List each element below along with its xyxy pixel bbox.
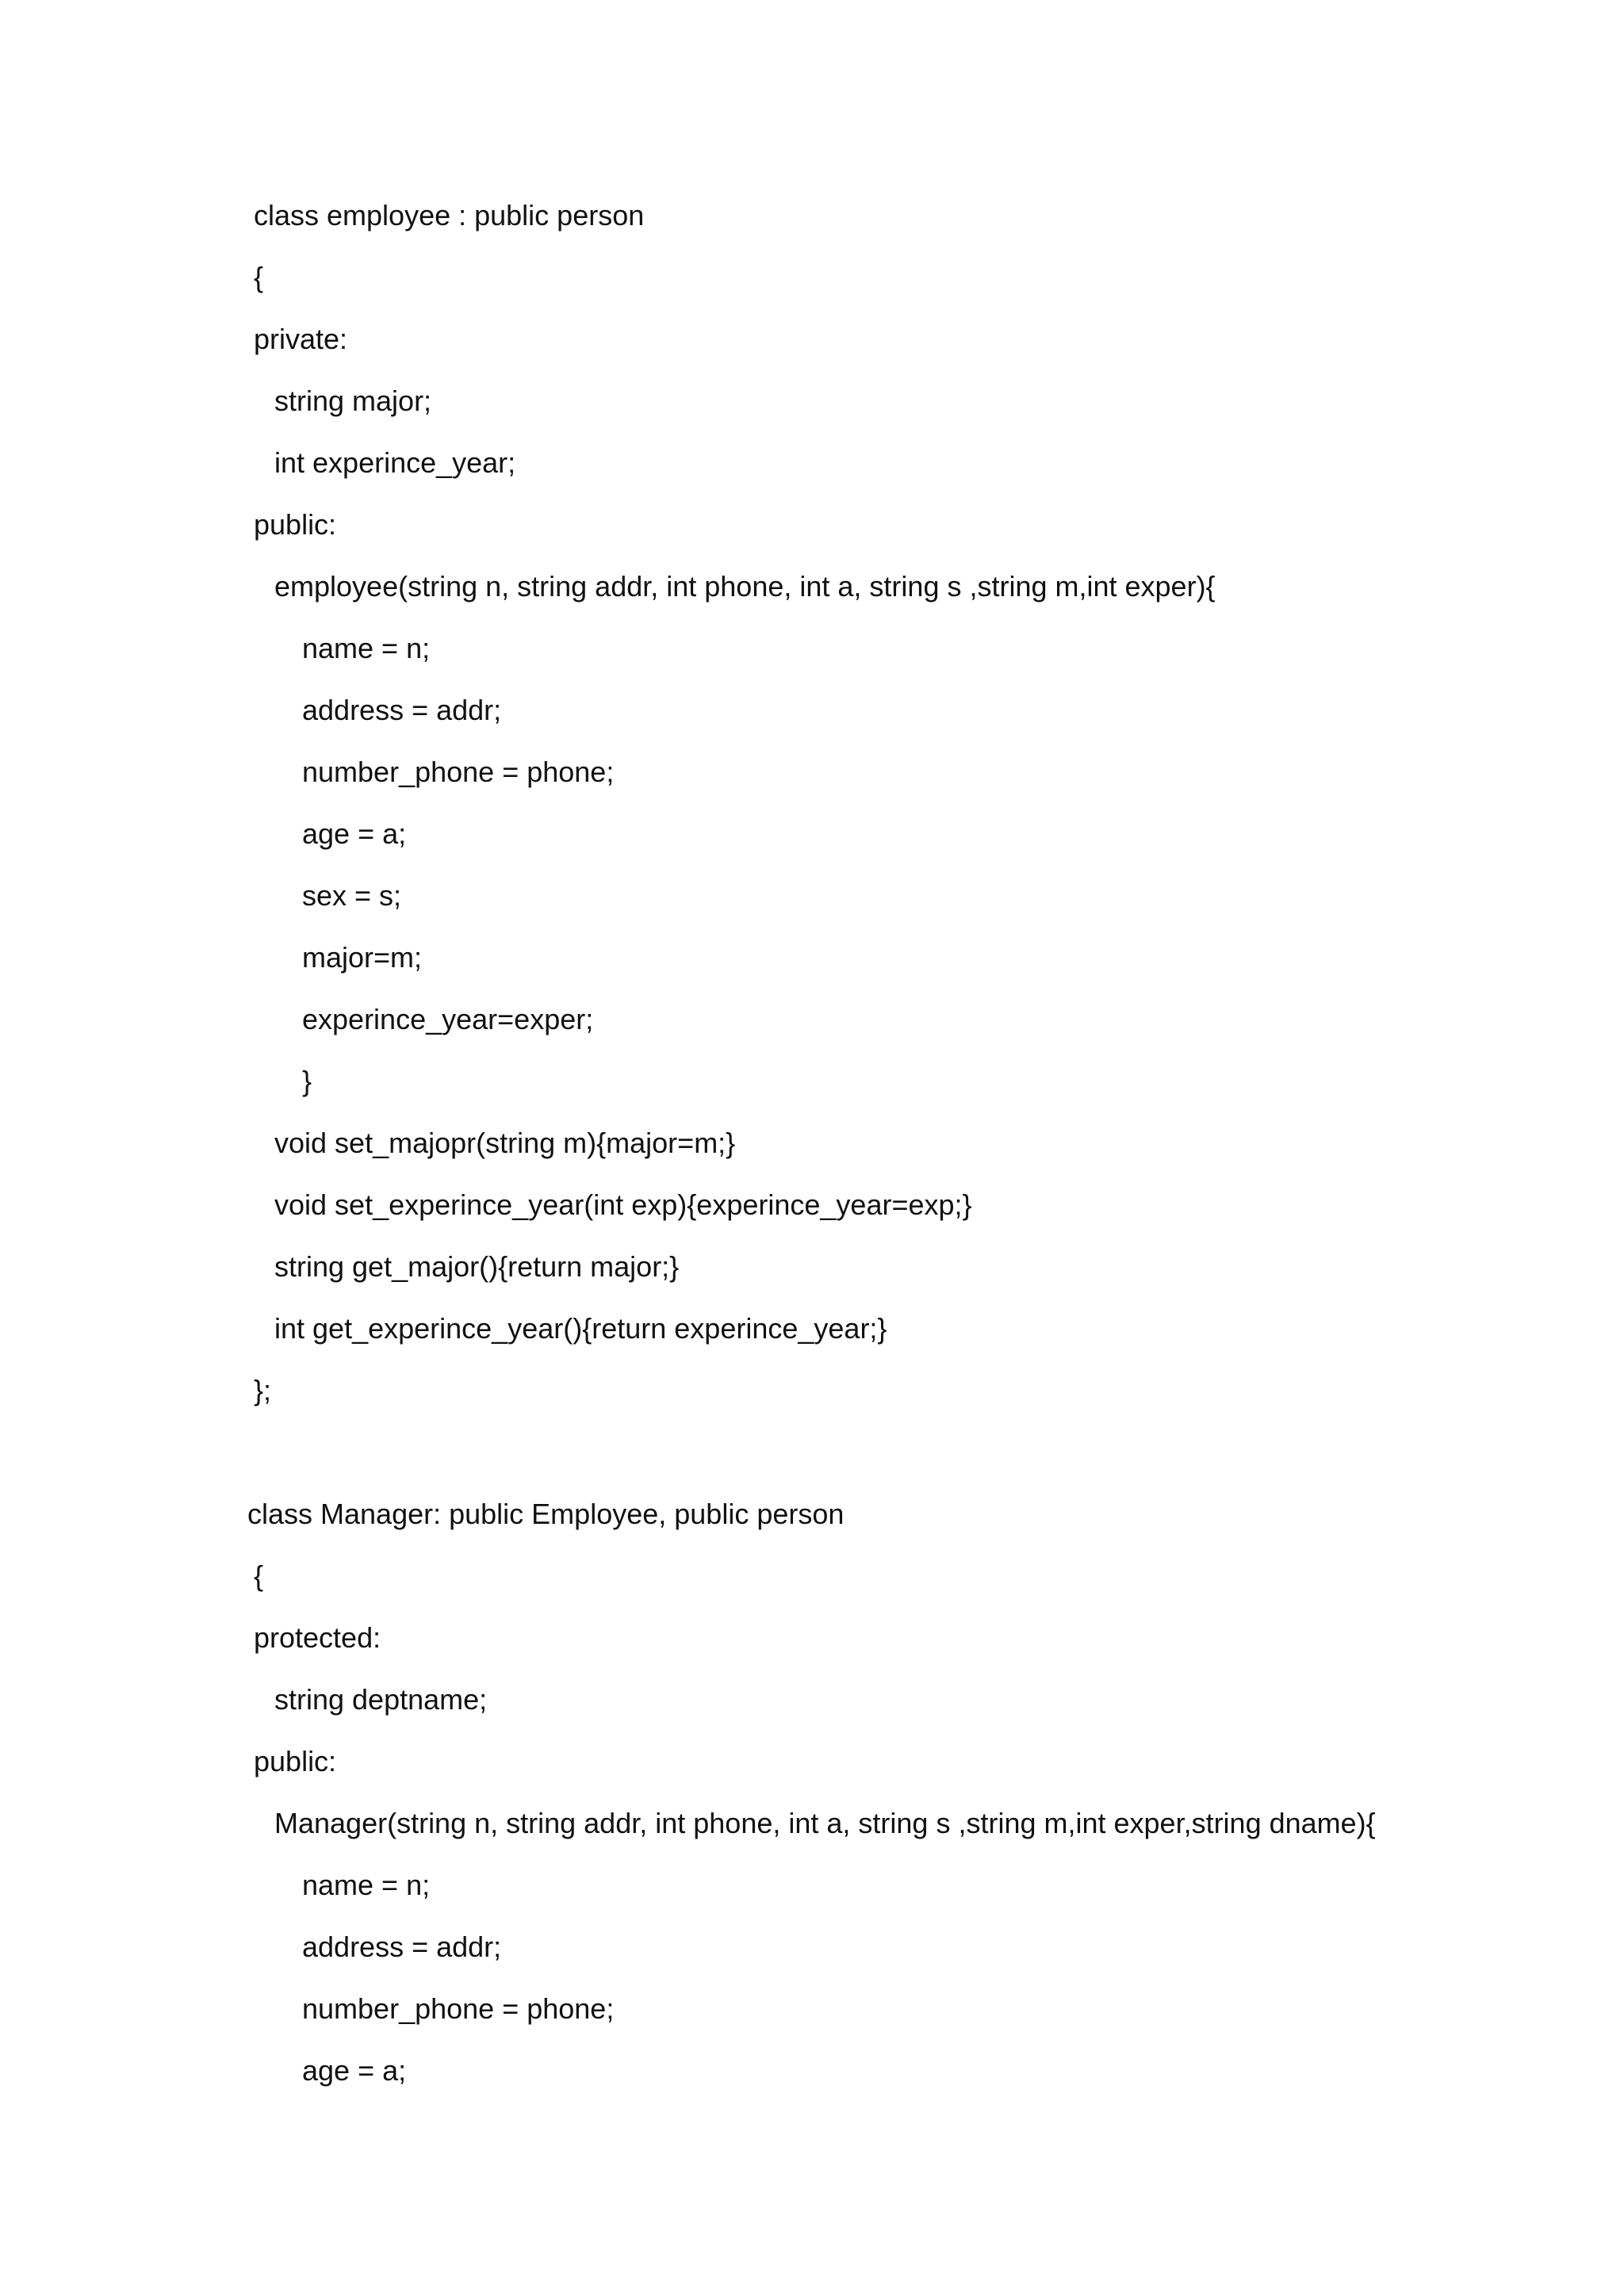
code-line: name = n; (302, 1869, 431, 1901)
code-line: void set_experince_year(int exp){experince_year=exp;} (274, 1188, 972, 1221)
code-line: int experince_year; (274, 446, 516, 479)
code-line: number_phone = phone; (302, 1992, 615, 2025)
code-line: string major; (274, 385, 432, 417)
code-line: name = n; (302, 632, 431, 664)
code-line: experince_year=exper; (302, 1003, 594, 1035)
code-line: age = a; (302, 2054, 407, 2087)
code-line: }; (254, 1374, 272, 1406)
code-line: { (254, 1559, 264, 1592)
code-line: address = addr; (302, 694, 502, 726)
code-line: class employee : public person (254, 199, 645, 232)
code-line: { (254, 261, 264, 293)
code-line: class Manager: public Employee, public person (247, 1498, 845, 1530)
code-line: string get_major(){return major;} (274, 1250, 680, 1283)
code-line: } (302, 1065, 312, 1097)
code-line: protected: (254, 1621, 381, 1654)
code-line: void set_majopr(string m){major=m;} (274, 1127, 736, 1159)
code-line: number_phone = phone; (302, 756, 615, 788)
code-line: major=m; (302, 941, 423, 974)
code-line: string deptname; (274, 1683, 488, 1716)
code-line: private: (254, 323, 348, 355)
code-line: sex = s; (302, 879, 402, 912)
code-line: public: (254, 1745, 337, 1777)
code-line: int get_experince_year(){return experince_year;} (274, 1312, 887, 1345)
code-line: public: (254, 508, 337, 541)
code-line: employee(string n, string addr, int phone, int a, string s ,string m,int exper){ (274, 570, 1216, 603)
code-line: address = addr; (302, 1931, 502, 1963)
code-line: Manager(string n, string addr, int phone, int a, string s ,string m,int exper,string dname){ (274, 1807, 1376, 1839)
code-line: age = a; (302, 817, 407, 850)
